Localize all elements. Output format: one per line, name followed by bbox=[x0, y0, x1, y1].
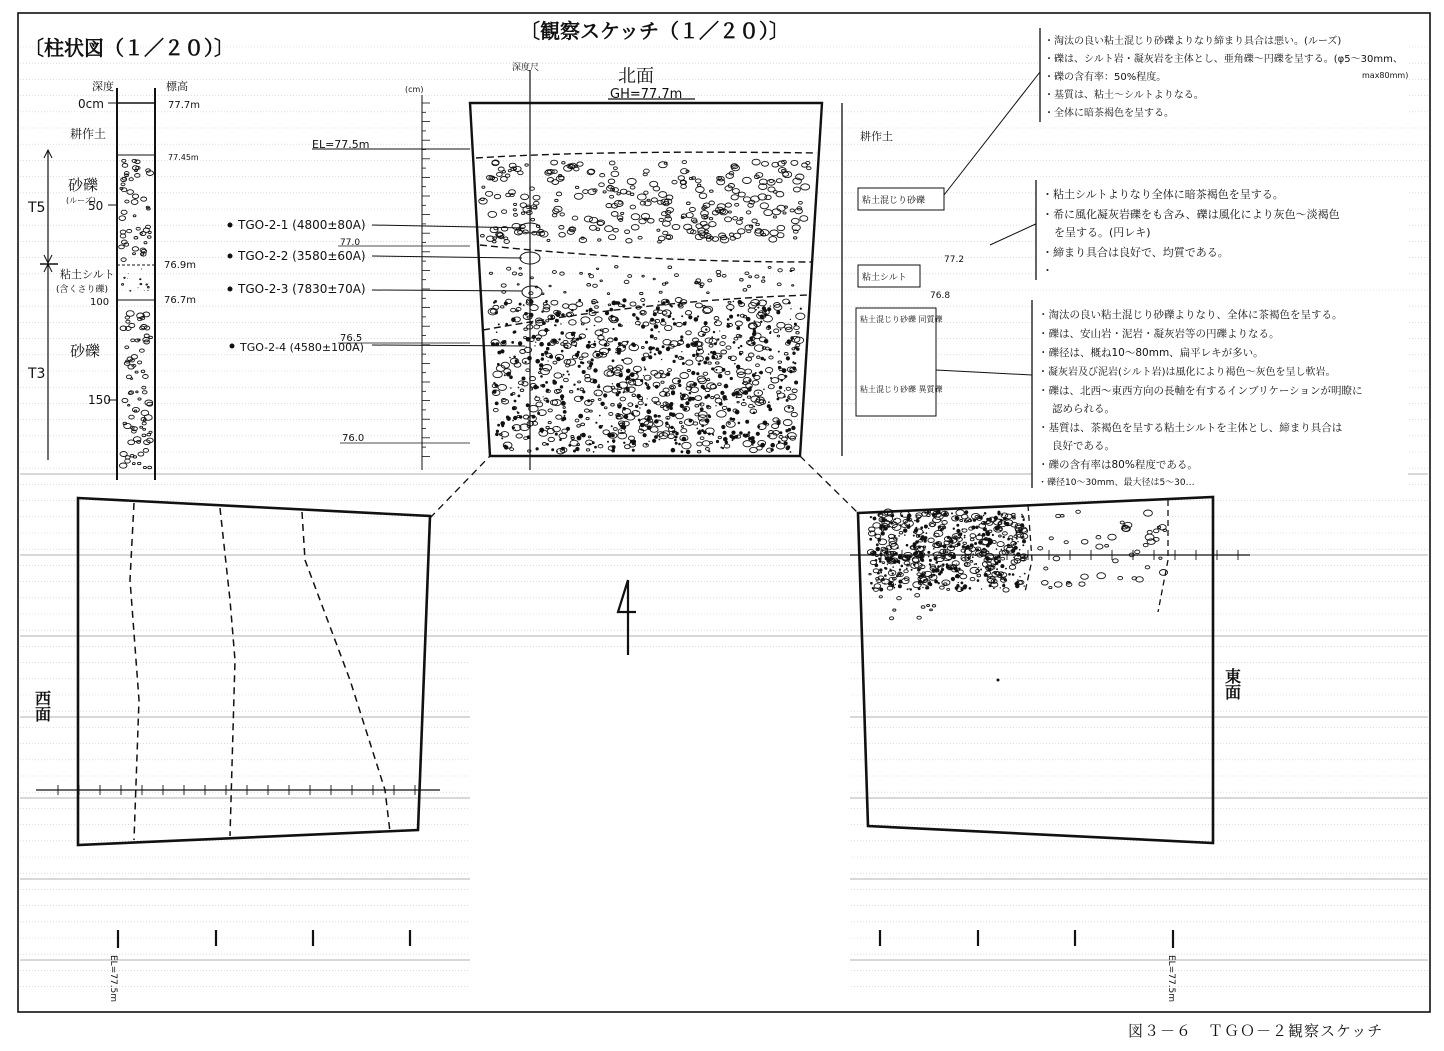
notes-upper bbox=[1040, 28, 1408, 122]
notes-lower bbox=[1032, 300, 1408, 488]
note-lower-3: ・礫径は、概ね10～80mm、扁平レキが多い。 bbox=[1038, 347, 1264, 359]
note-lower-9: ・礫の含有率は80%程度である。 bbox=[1038, 459, 1198, 471]
level-76-0: 76.0 bbox=[342, 433, 365, 444]
note-middle-5: ・ bbox=[1042, 264, 1053, 277]
elev-header: 標高 bbox=[166, 80, 188, 93]
note-lower-8: 良好である。 bbox=[1052, 440, 1115, 452]
note-upper-4: ・基質は、粘土～シルトよりなる。 bbox=[1044, 90, 1204, 101]
unit-silt-note: (含くさり礫) bbox=[56, 285, 109, 295]
sample-1: TGO-2-1 (4800±80A) bbox=[238, 218, 366, 232]
column-title: 〔柱状図（１／２０）〕 bbox=[24, 36, 234, 60]
west-wall-label: 西面 bbox=[32, 690, 52, 722]
north-wall-sketch bbox=[228, 61, 1041, 470]
elev-label-1: 77.7m bbox=[168, 100, 201, 111]
note-lower-2: ・礫は、安山岩・泥岩・凝灰岩等の円礫よりなる。 bbox=[1038, 328, 1280, 340]
faint-level-2: 76.8 bbox=[930, 291, 951, 301]
elev-label-2: 77.45m bbox=[168, 153, 199, 162]
center-marker bbox=[618, 580, 636, 655]
bottom-el-right: EL=77.5m bbox=[1166, 955, 1176, 1003]
unit-topsoil: 耕作土 bbox=[70, 127, 107, 141]
west-wall-outline bbox=[78, 498, 430, 845]
pit-gravel-pattern bbox=[479, 159, 811, 454]
unit-silt: 粘土シルト bbox=[60, 268, 115, 281]
notes-middle bbox=[1036, 180, 1408, 280]
note-lower-5: ・礫は、北西～東西方向の長軸を有するインブリケーションが明瞭に bbox=[1038, 385, 1363, 397]
unit-gravel-upper-note: (ルーズ) bbox=[66, 196, 96, 205]
note-upper-3: ・礫の含有率：50%程度。 bbox=[1044, 72, 1167, 83]
sample-3: TGO-2-3 (7830±70A) bbox=[238, 282, 366, 296]
layer-label-silt: 粘土シルト bbox=[862, 273, 907, 283]
note-upper-1: ・淘汰の良い粘土混じり砂礫よりなり締まり具合は悪い。(ルーズ) bbox=[1044, 36, 1342, 47]
level-77-0: 77.0 bbox=[340, 238, 361, 248]
layer-label-gravel-upper: 粘土混じり砂礫 bbox=[862, 196, 926, 206]
wall-name: 北面 bbox=[618, 66, 654, 87]
faint-level-1: 77.2 bbox=[944, 255, 965, 265]
sample-2: TGO-2-2 (3580±60A) bbox=[238, 249, 366, 263]
note-middle-4: ・締まり具合は良好で、均質である。 bbox=[1042, 246, 1229, 259]
elev-label-3: 76.9m bbox=[164, 260, 197, 271]
note-upper-5: ・全体に暗茶褐色を呈する。 bbox=[1044, 108, 1174, 119]
note-upper-aside: max80mm) bbox=[1362, 71, 1409, 80]
note-lower-4: ・凝灰岩及び泥岩(シルト岩)は風化により褐色～灰色を呈し軟岩。 bbox=[1038, 367, 1336, 378]
layer-label-gravel-diff: 粘土混じり砂礫 異質礫 bbox=[860, 385, 943, 394]
scale-unit: (cm) bbox=[405, 85, 424, 94]
note-lower-6: 認められる。 bbox=[1052, 403, 1115, 415]
depth-label-100: 100 bbox=[90, 297, 110, 308]
depth-label-50: 50 bbox=[88, 199, 104, 213]
datum-label: 深度尺 bbox=[512, 63, 540, 73]
level-76-5: 76.5 bbox=[340, 333, 363, 344]
column-gravel-pattern bbox=[119, 159, 154, 469]
note-lower-1: ・淘汰の良い粘土混じり砂礫よりなり、全体に茶褐色を呈する。 bbox=[1038, 309, 1343, 321]
unit-gravel-lower: 砂礫 bbox=[70, 342, 101, 360]
note-middle-2: ・希に風化凝灰岩礫をも含み、礫は風化により灰色～淡褐色 bbox=[1042, 208, 1340, 221]
elev-label-4: 76.7m bbox=[164, 295, 197, 306]
depth-header: 深度 bbox=[92, 80, 114, 93]
depth-label-0: 0cm bbox=[78, 97, 104, 111]
note-middle-1: ・粘土シルトよりなり全体に暗茶褐色を呈する。 bbox=[1042, 188, 1284, 201]
note-lower-7: ・基質は、茶褐色を呈する粘土シルトを主体とし、締まり具合は bbox=[1038, 422, 1343, 434]
terrace-t5: T5 bbox=[28, 200, 46, 216]
east-wall-label: 東面 bbox=[1222, 668, 1242, 700]
note-middle-3: を呈する。(円レキ) bbox=[1054, 226, 1151, 239]
sample-list bbox=[228, 218, 543, 354]
bottom-el-left: EL=77.5m bbox=[108, 955, 118, 1003]
terrace-t3: T3 bbox=[28, 366, 46, 382]
depth-label-150: 150 bbox=[88, 393, 111, 407]
gh-label: GH=77.7m bbox=[610, 87, 683, 102]
layer-label-topsoil: 耕作土 bbox=[860, 130, 893, 143]
note-lower-10: ・礫径10～30mm、最大径は5～30… bbox=[1038, 478, 1195, 488]
sample-4: TGO-2-4 (4580±100A) bbox=[240, 341, 364, 354]
note-upper-2: ・礫は、シルト岩・凝灰岩を主体とし、亜角礫～円礫を呈する。(φ5～30mm、 bbox=[1044, 54, 1403, 65]
sketch-title: 〔観察スケッチ（１／２０）〕 bbox=[520, 19, 789, 43]
east-wall-gravel-pattern bbox=[867, 509, 1167, 620]
boundary-topsoil bbox=[476, 152, 817, 158]
el-label: EL=77.5m bbox=[312, 138, 370, 151]
unit-gravel-upper: 砂礫 bbox=[68, 176, 99, 194]
figure-caption: 図３－６ ＴＧＯ－２観察スケッチ bbox=[1128, 1022, 1384, 1040]
layer-label-gravel-same: 粘土混じり砂礫 同質礫 bbox=[860, 315, 943, 324]
